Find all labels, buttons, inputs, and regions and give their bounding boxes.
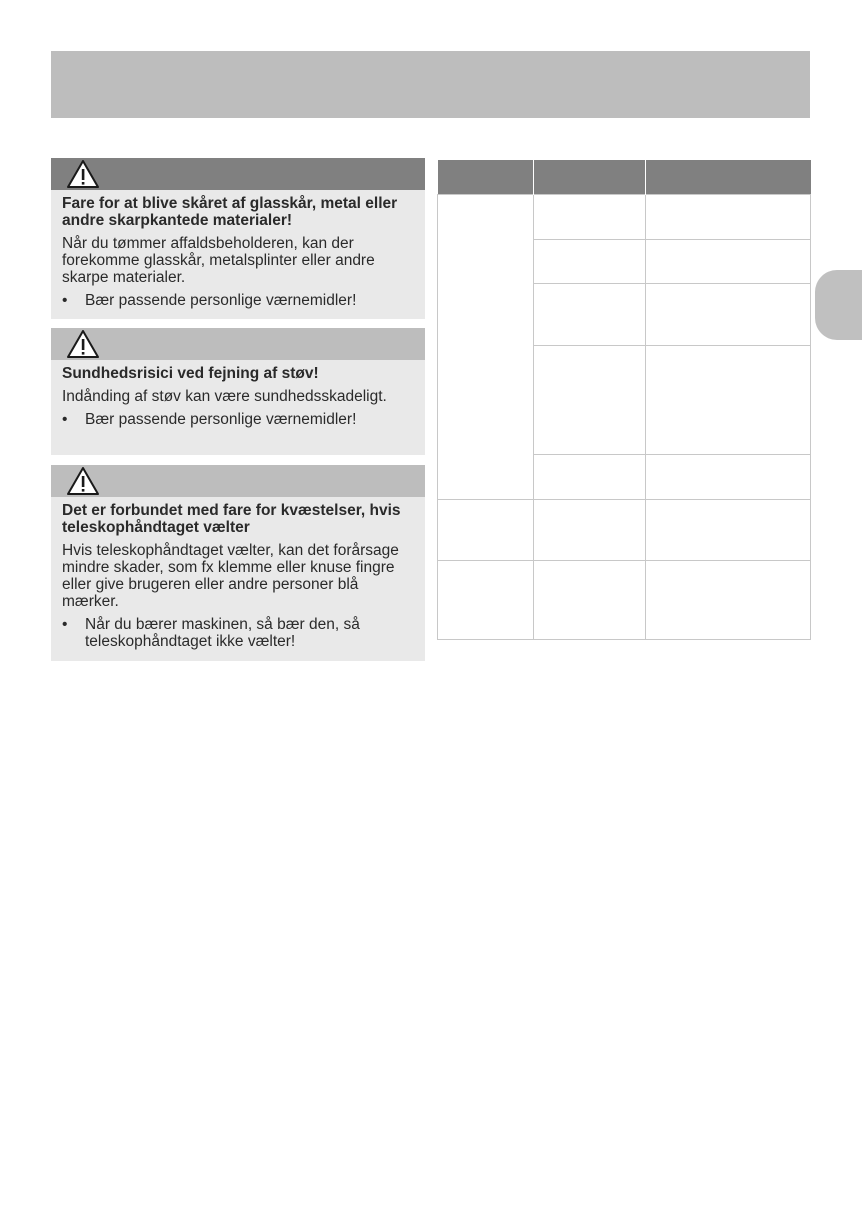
troubleshooting-table [437,160,811,640]
warning-triangle-icon [66,159,100,189]
table-row [438,500,811,561]
warning-bullets [62,411,414,428]
table-cell [438,500,534,561]
table-header-cell [534,160,646,195]
warning-bullets [62,616,414,650]
table-cell [534,240,646,284]
page-header-bar [51,51,810,118]
warning-text: Når du tømmer affaldsbeholderen, kan der forekomme glasskår, metalsplinter eller andre skarpe materialer. [62,235,375,286]
warning-triangle-icon [66,329,100,359]
table-cell [646,346,811,455]
warning-box-cut-hazard [51,158,425,319]
chapter-tab [815,270,862,340]
table-cell [438,561,534,640]
warning-text: Indånding af støv kan være sundhedsskadeligt. [62,388,387,405]
table-header-row [438,160,811,195]
warning-title: Det er forbundet med fare for kvæstelser, hvis teleskophåndtaget vælter [62,502,401,536]
table-row [438,561,811,640]
warning-header [51,465,425,497]
warning-text: Hvis teleskophåndtaget vælter, kan det forårsage mindre skader, som fx klemme eller knuse fingre eller give brugeren eller andre personer blå mærker. [62,542,399,610]
table-cell [534,346,646,455]
table-row [438,195,811,240]
table-cell [646,240,811,284]
warning-bullets [62,292,414,309]
table-cell [438,195,534,500]
table-cell [646,455,811,500]
warning-header [51,158,425,190]
table-cell [646,195,811,240]
table-cell [534,284,646,346]
warning-title: Fare for at blive skåret af glasskår, metal eller andre skarpkantede materialer! [62,195,398,229]
list-item: • Når du bærer maskinen, så bær den, så teleskophåndtaget ikke vælter! [62,616,414,650]
table-cell [534,500,646,561]
list-item: • Bær passende personlige værnemidler! [62,292,414,309]
table-cell [646,284,811,346]
warning-header [51,328,425,360]
table-cell [534,455,646,500]
list-item: • Bær passende personlige værnemidler! [62,411,414,428]
table-cell [646,561,811,640]
table-cell [534,195,646,240]
warning-box-handle-hazard [51,465,425,661]
table-cell [646,500,811,561]
warning-title: Sundhedsrisici ved fejning af støv! [62,365,319,382]
table-header-cell [438,160,534,195]
warning-triangle-icon [66,466,100,496]
warning-box-dust-hazard [51,328,425,455]
table-cell [534,561,646,640]
table-header-cell [646,160,811,195]
